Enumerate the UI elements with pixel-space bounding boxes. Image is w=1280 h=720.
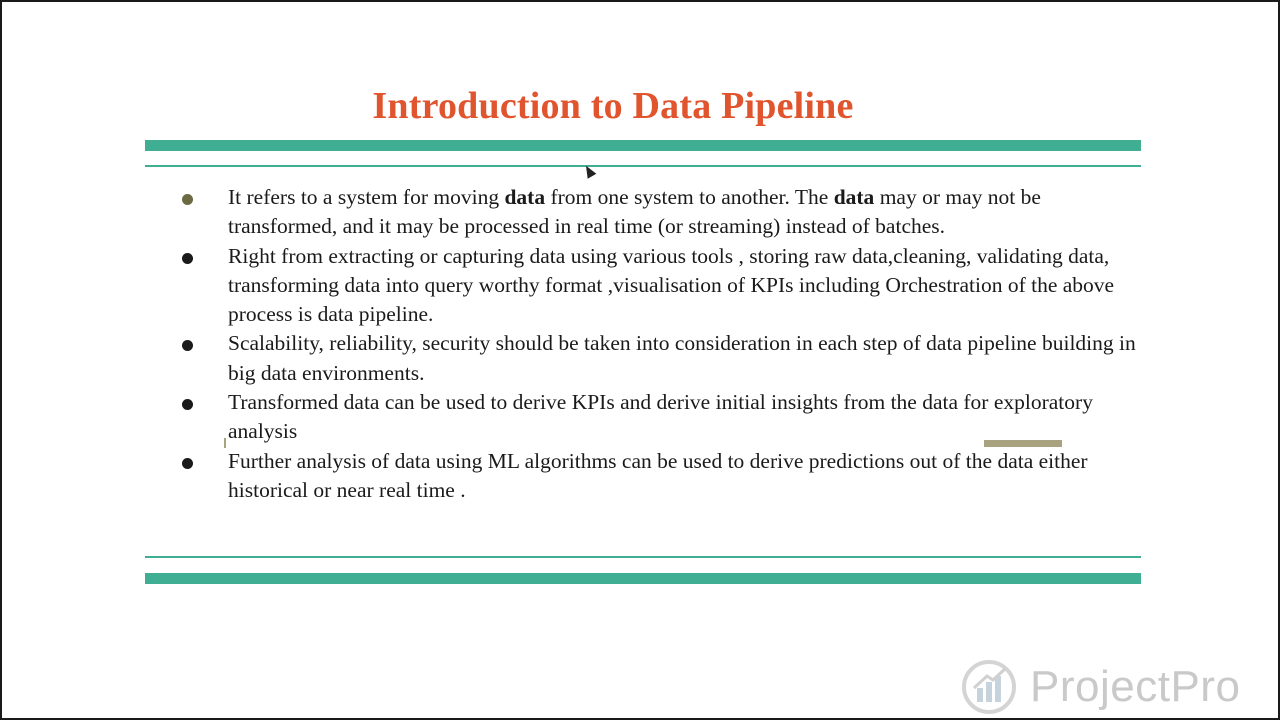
bullet-list [2,183,1280,505]
bullet-item [2,183,1148,242]
bullet-text: Further analysis of data using ML algorithms can be used to derive predictions out of the data either historical or near real time . [228,448,1088,502]
bullet-dot-icon [182,399,193,410]
bullet-item [2,447,1148,506]
bullet-text: It refers to a system for moving data from one system to another. The data may or may not be transformed, and it may be processed in real time (or streaming) instead of batches. [228,185,1041,239]
bottom-divider-thick [145,573,1141,584]
bullet-text: Scalability, reliability, security should be taken into consideration in each step of data pipeline building in big data environments. [228,331,1136,385]
bullet-text: Right from extracting or capturing data using various tools , storing raw data,cleaning, validating data, transforming data into query worthy format ,visualisation of KPIs including Orchestration of the above process is data pipeline. [228,243,1115,327]
bottom-divider-thin [145,556,1141,558]
annotation-tick-mark [224,438,226,448]
bullet-dot-icon [182,253,193,264]
projectpro-wordmark: ProjectPro [1030,662,1241,711]
slide-title: Introduction to Data Pipeline [372,85,854,127]
bullet-item [2,329,1148,388]
projectpro-logo-icon [960,658,1018,716]
bullet-dot-icon [182,194,193,205]
bullet-text: Transformed data can be used to derive KPIs and derive initial insights from the data for exploratory analysis [228,390,1093,444]
projectpro-watermark [960,657,1240,717]
bullet-item [2,242,1148,330]
bullet-item [2,388,1148,447]
bullet-dot-icon [182,458,193,469]
bullet-dot-icon [182,340,193,351]
annotation-highlight-mark [984,440,1062,447]
top-divider-thick [145,140,1141,151]
top-divider-thin [145,165,1141,167]
